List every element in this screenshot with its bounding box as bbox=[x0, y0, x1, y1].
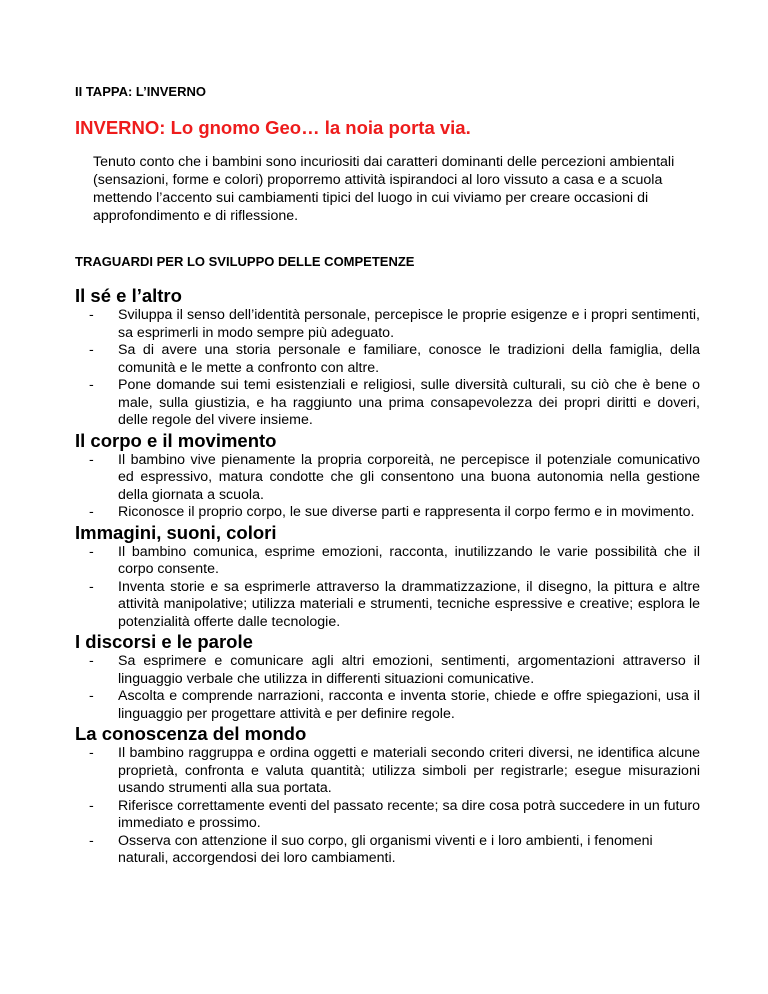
section-list bbox=[75, 452, 700, 522]
section-list bbox=[75, 745, 700, 868]
list-item bbox=[75, 544, 700, 579]
list-item-text: Inventa storie e sa esprimerle attraverso la drammatizzazione, il disegno, la pittura e altre attività manipolative; utilizza materiali e strumenti, tecniche espressive e creative; esplora le potenzialità offerte dalle tecnologie. bbox=[118, 578, 700, 630]
list-item-text: Il bambino vive pienamente la propria corporeità, ne percepisce il potenziale comunicativo ed espressivo, matura condotte che gli consentono una buona autonomia nella gestione della giornata a scuola. bbox=[118, 451, 700, 503]
section-immagini-suoni-colori bbox=[75, 522, 700, 632]
list-item-text: Riconosce il proprio corpo, le sue diverse parti e rappresenta il corpo fermo e in movimento. bbox=[118, 504, 695, 520]
list-item bbox=[75, 745, 700, 798]
bullet-dash: - bbox=[89, 578, 94, 595]
section-list bbox=[75, 653, 700, 723]
competence-sections bbox=[75, 285, 700, 868]
list-item bbox=[75, 504, 700, 522]
list-item bbox=[75, 688, 700, 723]
bullet-dash: - bbox=[89, 832, 94, 849]
bullet-dash: - bbox=[89, 307, 94, 323]
bullet-dash: - bbox=[89, 451, 94, 468]
list-item bbox=[75, 342, 700, 377]
list-item bbox=[75, 833, 678, 868]
bullet-dash: - bbox=[89, 543, 94, 560]
section-il-se-e-l-altro bbox=[75, 285, 700, 430]
list-item bbox=[75, 452, 700, 505]
page-title: INVERNO: Lo gnomo Geo… la noia porta via. bbox=[75, 117, 471, 138]
bullet-dash: - bbox=[89, 653, 94, 669]
section-list bbox=[75, 544, 700, 632]
traguardi-heading: TRAGUARDI PER LO SVILUPPO DELLE COMPETENZE bbox=[75, 254, 415, 269]
section-list bbox=[75, 307, 700, 430]
bullet-dash: - bbox=[89, 342, 94, 358]
section-title: Il corpo e il movimento bbox=[75, 429, 277, 451]
list-item bbox=[75, 377, 700, 430]
section-i-discorsi-e-le-parole bbox=[75, 631, 700, 723]
section-title: Immagini, suoni, colori bbox=[75, 521, 277, 543]
list-item bbox=[75, 798, 700, 833]
list-item-text: Ascolta e comprende narrazioni, racconta e inventa storie, chiede e offre spiegazioni, usa il linguaggio per progettare attività e per definire regole. bbox=[118, 688, 700, 722]
bullet-dash: - bbox=[89, 797, 94, 814]
section-title: Il sé e l’altro bbox=[75, 285, 182, 306]
list-item bbox=[75, 653, 700, 688]
section-title: La conoscenza del mondo bbox=[75, 723, 307, 744]
list-item-text: Il bambino comunica, esprime emozioni, racconta, inutilizzando le varie possibilità che il corpo consente. bbox=[118, 543, 700, 577]
tappa-heading: II TAPPA: L’INVERNO bbox=[75, 84, 206, 99]
section-la-conoscenza-del-mondo bbox=[75, 723, 700, 868]
section-title: I discorsi e le parole bbox=[75, 631, 253, 652]
bullet-dash: - bbox=[89, 688, 94, 704]
bullet-dash: - bbox=[89, 504, 94, 520]
bullet-dash: - bbox=[89, 377, 94, 393]
list-item bbox=[75, 307, 700, 342]
list-item bbox=[75, 579, 700, 632]
list-item-text: Osserva con attenzione il suo corpo, gli organismi viventi e i loro ambienti, i fenomeni naturali, accorgendosi dei loro cambiamenti. bbox=[118, 832, 653, 866]
intro-paragraph: Tenuto conto che i bambini sono incuriositi dai caratteri dominanti delle percezioni ambientali (sensazioni, forme e colori) proporremo attività ispirandoci al loro vissuto a casa e a scuola mettendo l’accento sui cambiamenti tipici del luogo in cui viviamo per creare occasioni di approfondimento e di riflessione. bbox=[93, 154, 675, 224]
bullet-dash: - bbox=[89, 745, 94, 761]
list-item-text: Sviluppa il senso dell’identità personale, percepisce le proprie esigenze e i propri sentimenti, sa esprimerli in modo sempre più adeguato. bbox=[118, 307, 700, 341]
section-il-corpo-e-il-movimento bbox=[75, 430, 700, 522]
list-item-text: Riferisce correttamente eventi del passato recente; sa dire cosa potrà succedere in un futuro immediato e prossimo. bbox=[118, 797, 700, 831]
list-item-text: Il bambino raggruppa e ordina oggetti e materiali secondo criteri diversi, ne identifica alcune proprietà, confronta e valuta quantità; utilizza simboli per registrarle; esegue misurazioni usando strumenti alla sua portata. bbox=[118, 745, 700, 796]
list-item-text: Sa esprimere e comunicare agli altri emozioni, sentimenti, argomentazioni attraverso il linguaggio verbale che utilizza in differenti situazioni comunicative. bbox=[118, 653, 700, 687]
list-item-text: Pone domande sui temi esistenziali e religiosi, sulle diversità culturali, su ciò che è bene o male, sulla giustizia, e ha raggiunto una prima consapevolezza dei propri diritti e doveri, delle regole del vivere insieme. bbox=[118, 377, 700, 428]
list-item-text: Sa di avere una storia personale e familiare, conosce le tradizioni della famiglia, della comunità e le mette a confronto con altre. bbox=[118, 342, 700, 376]
